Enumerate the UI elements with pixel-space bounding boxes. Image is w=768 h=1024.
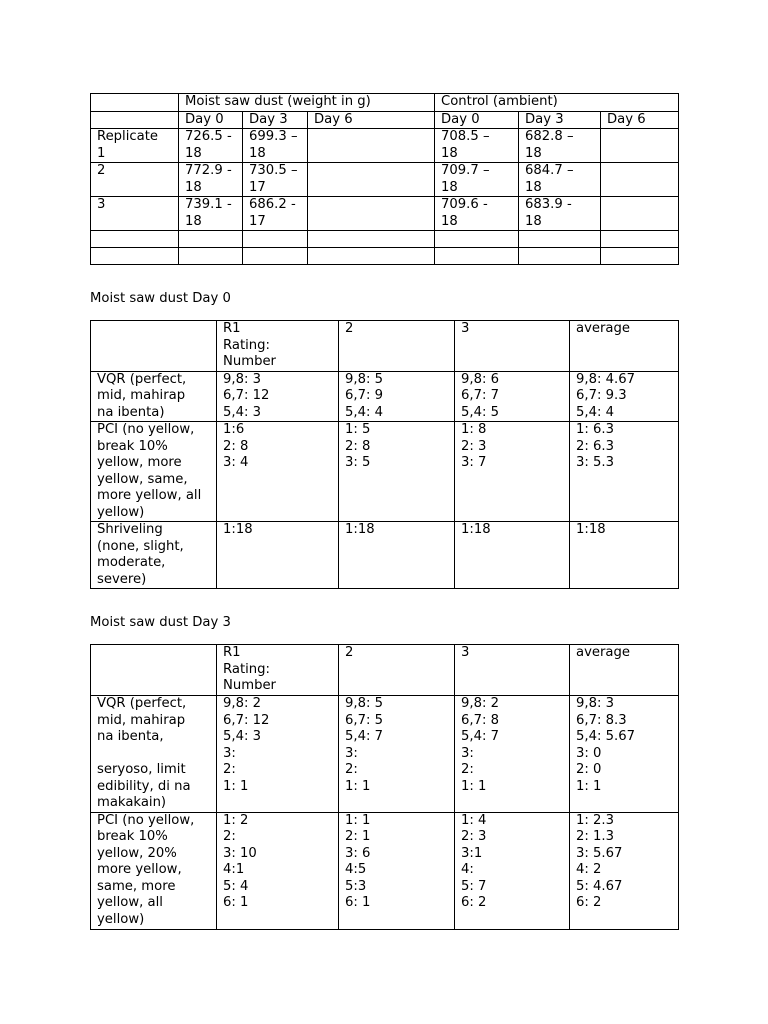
table-cell: 1:18 <box>570 522 679 589</box>
table-cell <box>91 231 179 248</box>
table-cell: 684.7 – 18 <box>519 163 601 197</box>
table-cell <box>519 248 601 265</box>
table-cell: 1:18 <box>339 522 455 589</box>
table-cell <box>601 129 679 163</box>
table-cell: 9,8: 3 6,7: 8.3 5,4: 5.67 3: 0 2: 0 1: 1 <box>570 696 679 813</box>
table-cell: 2 <box>339 645 455 696</box>
table-cell: 709.6 - 18 <box>435 197 519 231</box>
table-cell: Day 3 <box>519 111 601 129</box>
table-cell: Day 6 <box>601 111 679 129</box>
table-cell <box>601 248 679 265</box>
day0-table <box>90 320 679 589</box>
table-row <box>91 522 679 589</box>
table-cell: Shriveling (none, slight, moderate, severe) <box>91 522 217 589</box>
table-cell: 1:6 2: 8 3: 4 <box>217 422 339 522</box>
table-cell <box>601 197 679 231</box>
table-cell: 1: 2.3 2: 1.3 3: 5.67 4: 2 5: 4.67 6: 2 <box>570 812 679 929</box>
table-cell <box>91 248 179 265</box>
table-cell: 2 <box>91 163 179 197</box>
weights-table <box>90 93 679 265</box>
table-cell: Replicate 1 <box>91 129 179 163</box>
day0-heading: Moist saw dust Day 0 <box>90 291 231 306</box>
table-cell: 730.5 – 17 <box>243 163 308 197</box>
table-cell <box>91 645 217 696</box>
table-cell <box>308 231 435 248</box>
table-cell <box>243 248 308 265</box>
table-cell: R1 Rating: Number <box>217 321 339 372</box>
table-cell: 709.7 – 18 <box>435 163 519 197</box>
table-cell <box>308 129 435 163</box>
table-cell <box>308 163 435 197</box>
table-cell <box>519 231 601 248</box>
table-header-row <box>91 321 679 372</box>
table-cell: 739.1 - 18 <box>179 197 243 231</box>
table-cell: 9,8: 5 6,7: 9 5,4: 4 <box>339 371 455 422</box>
table-cell <box>179 231 243 248</box>
table-cell: 1: 2 2: 3: 10 4:1 5: 4 6: 1 <box>217 812 339 929</box>
table-cell <box>243 231 308 248</box>
table-row <box>91 163 679 197</box>
control-header: Control (ambient) <box>435 94 679 112</box>
table-header-row <box>91 645 679 696</box>
table-cell: 2 <box>339 321 455 372</box>
table-cell <box>179 248 243 265</box>
table-cell: 1: 6.3 2: 6.3 3: 5.3 <box>570 422 679 522</box>
table-cell <box>435 248 519 265</box>
table-cell: average <box>570 321 679 372</box>
table-cell <box>308 248 435 265</box>
table-row <box>91 248 679 265</box>
table-cell: R1 Rating: Number <box>217 645 339 696</box>
table-row <box>91 422 679 522</box>
table-cell: 9,8: 2 6,7: 12 5,4: 3 3: 2: 1: 1 <box>217 696 339 813</box>
day3-heading: Moist saw dust Day 3 <box>90 615 231 630</box>
table-cell: Day 0 <box>435 111 519 129</box>
table-cell <box>601 231 679 248</box>
moist-saw-dust-header: Moist saw dust (weight in g) <box>179 94 435 112</box>
table-cell: 772.9 - 18 <box>179 163 243 197</box>
table-cell: 682.8 – 18 <box>519 129 601 163</box>
table-cell: PCI (no yellow, break 10% yellow, more yellow, same, more yellow, all yellow) <box>91 422 217 522</box>
table-cell: 3 <box>455 321 570 372</box>
day3-table <box>90 644 679 930</box>
table-cell: 9,8: 5 6,7: 5 5,4: 7 3: 2: 1: 1 <box>339 696 455 813</box>
table-cell: 9,8: 3 6,7: 12 5,4: 3 <box>217 371 339 422</box>
table-cell: 686.2 - 17 <box>243 197 308 231</box>
table-cell: 726.5 - 18 <box>179 129 243 163</box>
table-cell <box>91 111 179 129</box>
table-row <box>91 812 679 929</box>
table-cell: 699.3 – 18 <box>243 129 308 163</box>
table-cell <box>601 163 679 197</box>
table-cell <box>91 321 217 372</box>
table-cell: Day 0 <box>179 111 243 129</box>
table-cell: Day 3 <box>243 111 308 129</box>
table-header-row <box>91 94 679 112</box>
table-cell: 1: 8 2: 3 3: 7 <box>455 422 570 522</box>
table-row <box>91 231 679 248</box>
table-cell: 1: 4 2: 3 3:1 4: 5: 7 6: 2 <box>455 812 570 929</box>
table-cell: 1: 1 2: 1 3: 6 4:5 5:3 6: 1 <box>339 812 455 929</box>
table-cell: 708.5 – 18 <box>435 129 519 163</box>
table-cell: 3 <box>91 197 179 231</box>
table-cell: 3 <box>455 645 570 696</box>
table-cell <box>308 197 435 231</box>
table-cell: VQR (perfect, mid, mahirap na ibenta, seryoso, limit edibility, di na makakain) <box>91 696 217 813</box>
table-cell <box>91 94 179 112</box>
table-cell: Day 6 <box>308 111 435 129</box>
table-cell: PCI (no yellow, break 10% yellow, 20% more yellow, same, more yellow, all yellow) <box>91 812 217 929</box>
table-row <box>91 197 679 231</box>
table-cell: VQR (perfect, mid, mahirap na ibenta) <box>91 371 217 422</box>
table-cell: average <box>570 645 679 696</box>
table-cell: 1: 5 2: 8 3: 5 <box>339 422 455 522</box>
table-row <box>91 696 679 813</box>
table-cell <box>435 231 519 248</box>
table-cell: 1:18 <box>455 522 570 589</box>
table-cell: 9,8: 4.67 6,7: 9.3 5,4: 4 <box>570 371 679 422</box>
table-cell: 9,8: 6 6,7: 7 5,4: 5 <box>455 371 570 422</box>
table-row <box>91 129 679 163</box>
table-cell: 683.9 - 18 <box>519 197 601 231</box>
table-cell: 1:18 <box>217 522 339 589</box>
table-header-row <box>91 111 679 129</box>
table-cell: 9,8: 2 6,7: 8 5,4: 7 3: 2: 1: 1 <box>455 696 570 813</box>
table-row <box>91 371 679 422</box>
